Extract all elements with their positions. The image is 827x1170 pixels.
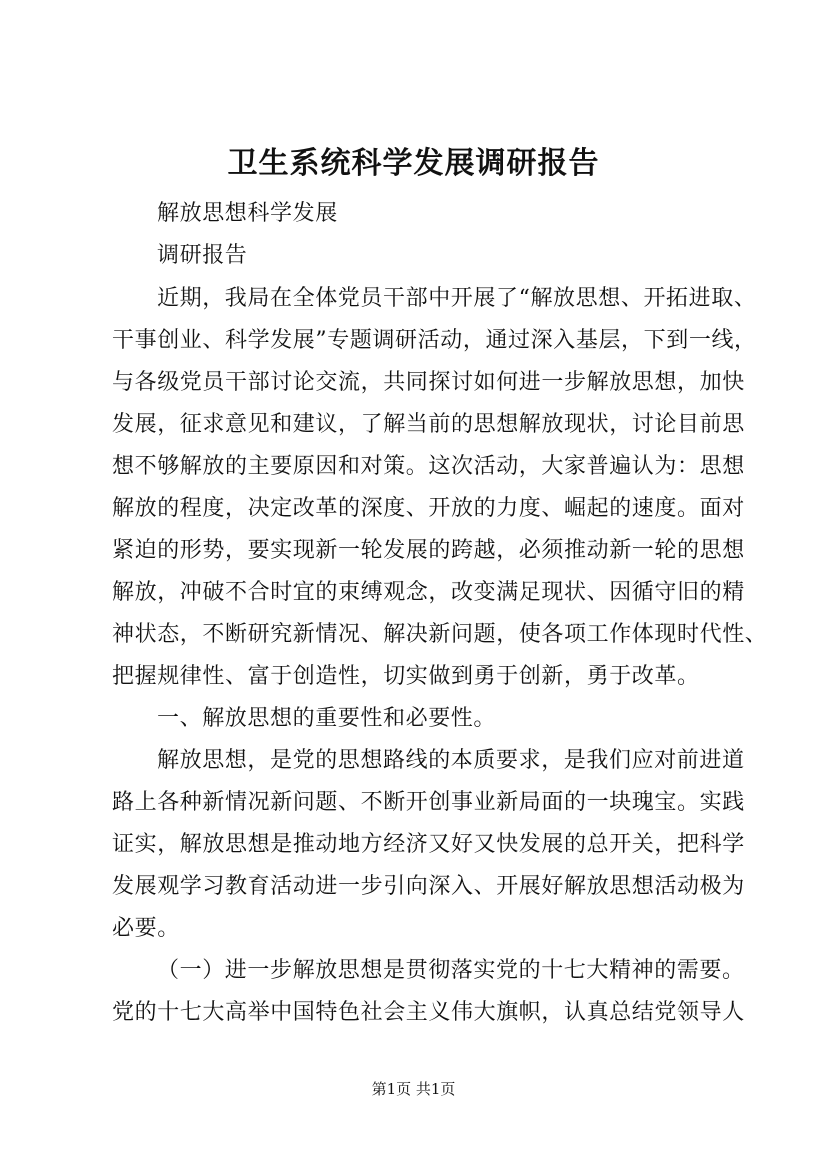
document-title: 卫生系统科学发展调研报告 <box>227 146 600 181</box>
paragraph-line: 解放，冲破不合时宜的束缚观念，改变满足现状、因循守旧的精 <box>112 580 745 605</box>
paragraph-line: 近期，我局在全体党员干部中开展了“解放思想、开拓进取、 <box>157 286 757 311</box>
paragraph-line: 证实，解放思想是推动地方经济又好又快发展的总开关，把科学 <box>112 832 745 857</box>
paragraph-line: 把握规律性、富于创造性，切实做到勇于创新，勇于改革。 <box>112 664 700 689</box>
paragraph-line: 想不够解放的主要原因和对策。这次活动，大家普遍认为：思想 <box>112 454 745 479</box>
paragraph-line: 与各级党员干部讨论交流，共同探讨如何进一步解放思想，加快 <box>112 370 745 395</box>
paragraph-line: 神状态，不断研究新情况、解决新问题，使各项工作体现时代性、 <box>112 622 768 647</box>
paragraph-line: 党的十七大高举中国特色社会主义伟大旗帜，认真总结党领导人 <box>112 1000 745 1025</box>
paragraph-line: 解放的程度，决定改革的深度、开放的力度、崛起的速度。面对 <box>112 496 745 521</box>
paragraph-line: （一）进一步解放思想是贯彻落实党的十七大精神的需要。 <box>157 958 745 983</box>
page-footer: 第1页 共1页 <box>371 1080 456 1098</box>
paragraph-line: 路上各种新情况新问题、不断开创事业新局面的一块瑰宝。实践 <box>112 790 745 815</box>
subtitle-line: 调研报告 <box>157 243 248 268</box>
paragraph-line: 紧迫的形势，要实现新一轮发展的跨越，必须推动新一轮的思想 <box>112 538 745 563</box>
paragraph-line: 必要。 <box>112 916 180 941</box>
section-heading: 一、解放思想的重要性和必要性。 <box>157 706 497 731</box>
paragraph-line: 发展观学习教育活动进一步引向深入、开展好解放思想活动极为 <box>112 874 745 899</box>
paragraph-line: 解放思想，是党的思想路线的本质要求，是我们应对前进道 <box>157 748 745 773</box>
paragraph-line: 干事创业、科学发展”专题调研活动，通过深入基层，下到一线， <box>112 328 757 353</box>
paragraph-line: 发展，征求意见和建议，了解当前的思想解放现状，讨论目前思 <box>112 412 745 437</box>
subtitle-line: 解放思想科学发展 <box>157 201 338 226</box>
